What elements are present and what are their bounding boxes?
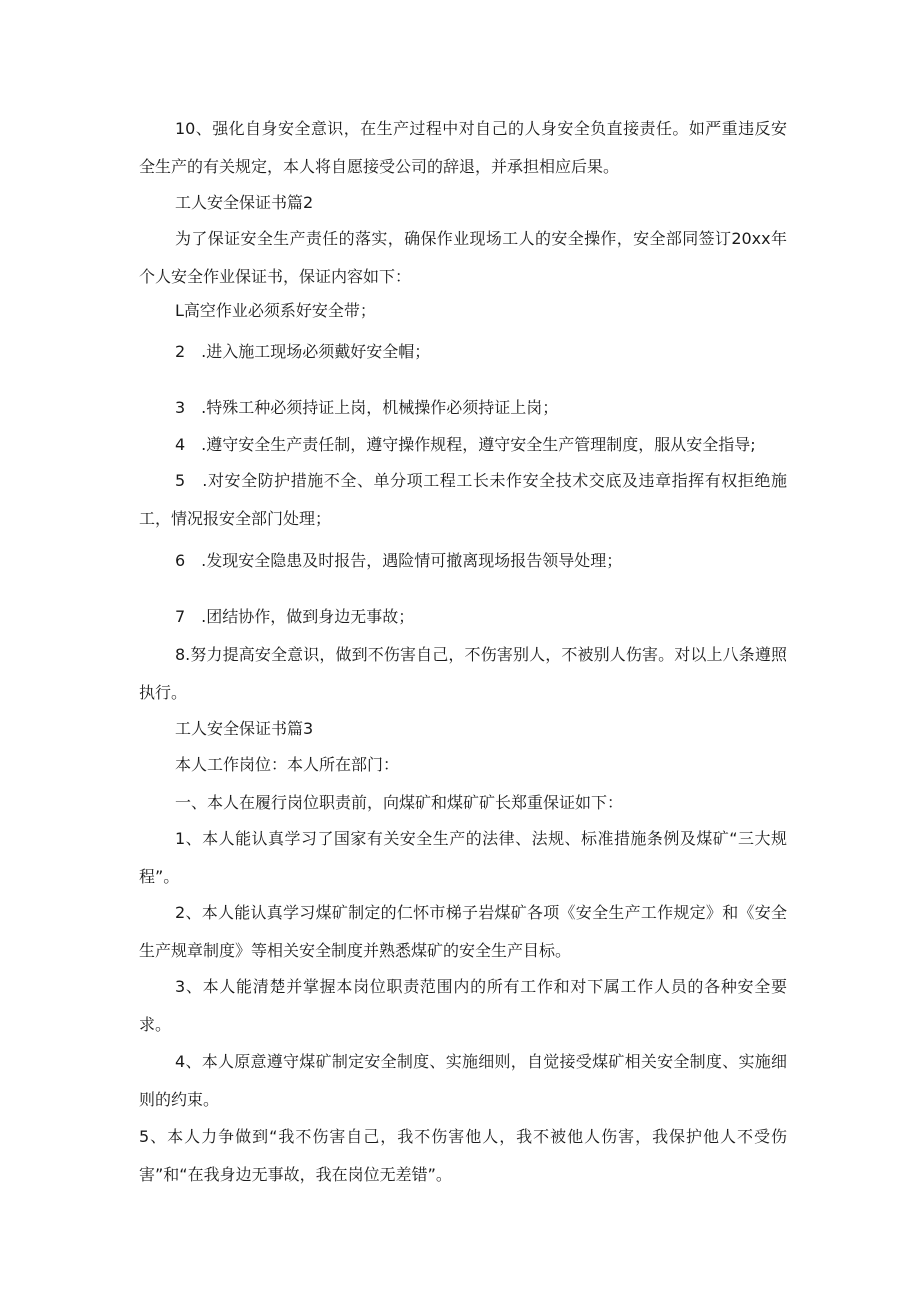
pledge-item-5: 5、本人力争做到“我不伤害自己，我不伤害他人，我不被他人伤害，我保护他人不受伤害”和“在我身边无事故，我在岗位无差错”。 (139, 1127, 787, 1184)
list-item-2: 2 .进入施工现场必须戴好安全帽； (175, 342, 431, 361)
list-item-4: 4 .遵守安全生产责任制，遵守操作规程，遵守安全生产管理制度，服从安全指导; (175, 435, 756, 454)
section-heading-3: 工人安全保证书篇3 (175, 719, 314, 738)
pledge-item-2: 2、本人能认真学习煤矿制定的仁怀市梯子岩煤矿各项《安全生产工作规定》和《安全生产规章制度》等相关安全制度并熟悉煤矿的安全生产目标。 (139, 903, 787, 960)
list-item-3: 3 .特殊工种必须持证上岗，机械操作必须持证上岗； (175, 398, 559, 417)
list-item-6: 6 .发现安全隐患及时报告，遇险情可撤离现场报告领导处理； (175, 551, 623, 570)
job-info-line: 本人工作岗位：本人所在部门： (175, 755, 400, 774)
list-item-7: 7 .团结协作，做到身边无事故； (175, 607, 415, 626)
list-item-5: 5 .对安全防护措施不全、单分项工程工长未作安全技术交底及违章指挥有权拒绝施工，情况报安全部门处理； (139, 471, 787, 528)
pledge-item-4: 4、本人原意遵守煤矿制定安全制度、实施细则，自觉接受煤矿相关安全制度、实施细则的约束。 (139, 1052, 787, 1109)
list-item-8: 8.努力提高安全意识，做到不伤害自己，不伤害别人，不被别人伤害。对以上八条遵照执行。 (139, 645, 787, 702)
list-item-1: L高空作业必须系好安全带； (175, 301, 376, 320)
pledge-heading: 一、本人在履行岗位职责前，向煤矿和煤矿矿长郑重保证如下： (175, 793, 624, 812)
pledge-item-3: 3、本人能清楚并掌握本岗位职责范围内的所有工作和对下属工作人员的各种安全要求。 (139, 977, 787, 1034)
paragraph-item-10: 10、强化自身安全意识，在生产过程中对自己的人身安全负直接责任。如严重违反安全生产的有关规定，本人将自愿接受公司的辞退，并承担相应后果。 (139, 119, 787, 176)
section-heading-2: 工人安全保证书篇2 (175, 193, 314, 212)
pledge-item-1: 1、本人能认真学习了国家有关安全生产的法律、法规、标准措施条例及煤矿“三大规程”。 (139, 829, 787, 886)
paragraph-intro-2: 为了保证安全生产责任的落实，确保作业现场工人的安全操作，安全部同签订20xx年个人安全作业保证书，保证内容如下： (139, 229, 787, 286)
